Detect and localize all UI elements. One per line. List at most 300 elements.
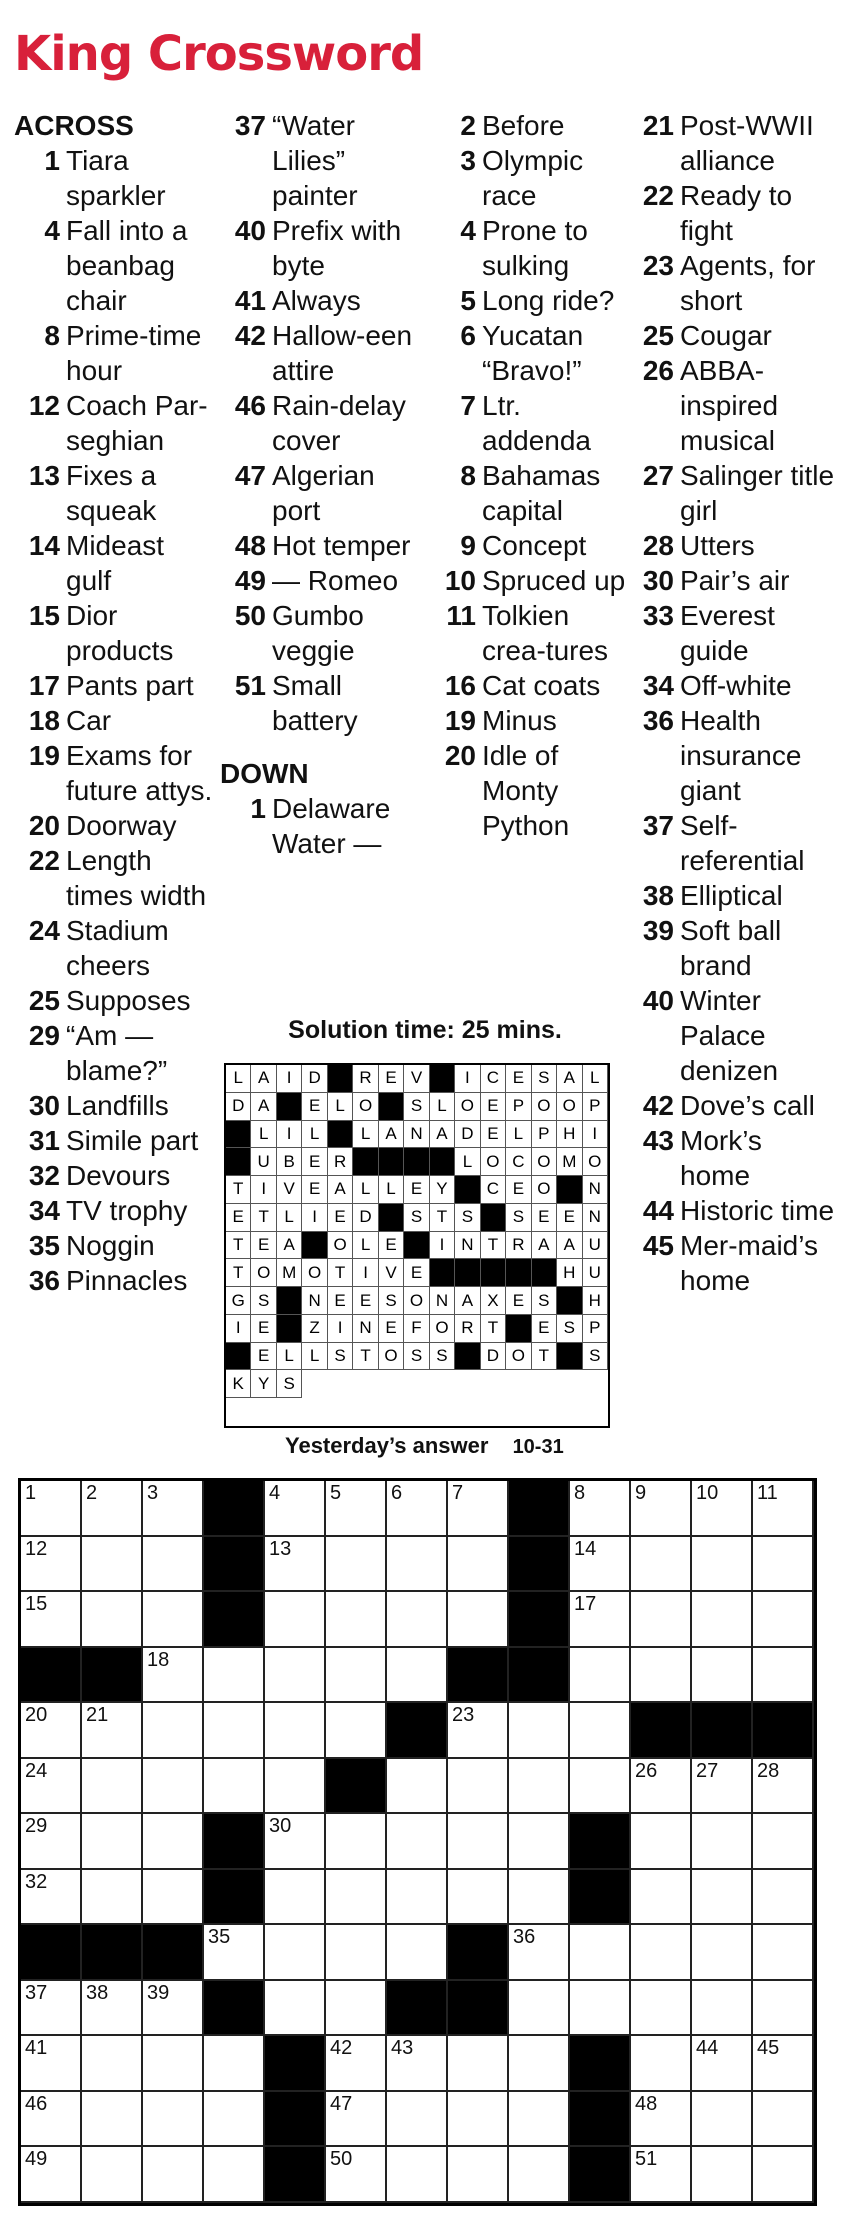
grid-cell[interactable] xyxy=(570,1759,631,1815)
grid-cell[interactable] xyxy=(631,1981,692,2037)
grid-cell[interactable] xyxy=(631,2092,692,2148)
clue-number: 20 xyxy=(444,740,476,771)
clue-item xyxy=(628,353,838,458)
grid-cell[interactable] xyxy=(692,1759,753,1815)
clue-item xyxy=(628,458,838,528)
clue-number: 25 xyxy=(642,320,674,351)
grid-cell[interactable] xyxy=(82,1981,143,2037)
grid-cell[interactable] xyxy=(21,1481,82,1537)
clue-text: Mer-maid’s home xyxy=(680,1230,818,1296)
solution-letter: E xyxy=(379,1065,404,1093)
grid-cell[interactable] xyxy=(509,1925,570,1981)
grid-cell[interactable] xyxy=(326,1925,387,1981)
solution-letter: S xyxy=(404,1093,429,1121)
clue-number: 34 xyxy=(642,670,674,701)
grid-cell[interactable] xyxy=(82,1814,143,1870)
solution-letter: A xyxy=(379,1121,404,1149)
grid-cell[interactable] xyxy=(143,1648,204,1704)
grid-cell[interactable] xyxy=(326,1814,387,1870)
solution-block xyxy=(430,1148,455,1176)
grid-cell[interactable] xyxy=(753,1759,814,1815)
grid-cell[interactable] xyxy=(448,2147,509,2203)
solution-letter: E xyxy=(404,1176,429,1204)
grid-cell[interactable] xyxy=(326,2092,387,2148)
solution-letter: L xyxy=(379,1176,404,1204)
clue-text: Before xyxy=(482,110,565,141)
clue-text: Landfills xyxy=(66,1090,169,1121)
grid-cell[interactable] xyxy=(753,2092,814,2148)
grid-cell[interactable] xyxy=(143,1537,204,1593)
clue-item xyxy=(14,913,214,983)
grid-cell-number: 39 xyxy=(147,1981,170,2004)
clue-number: 2 xyxy=(460,110,476,141)
solution-letter: V xyxy=(404,1065,429,1093)
grid-cell[interactable] xyxy=(21,2092,82,2148)
solution-letter: E xyxy=(557,1204,582,1232)
grid-cell[interactable] xyxy=(21,1759,82,1815)
solution-block xyxy=(226,1121,251,1149)
yesterday-answer-grid xyxy=(224,1063,610,1428)
grid-cell[interactable] xyxy=(570,1925,631,1981)
solution-block xyxy=(430,1259,455,1287)
solution-letter: S xyxy=(583,1343,608,1371)
grid-cell[interactable] xyxy=(265,1981,326,2037)
solution-letter: C xyxy=(506,1148,531,1176)
clue-text: Simile part xyxy=(66,1125,199,1156)
grid-cell[interactable] xyxy=(448,2092,509,2148)
solution-letter: E xyxy=(251,1315,276,1343)
grid-cell[interactable] xyxy=(21,1870,82,1926)
solution-letter: L xyxy=(226,1065,251,1093)
grid-cell[interactable] xyxy=(82,1870,143,1926)
solution-letter: A xyxy=(557,1065,582,1093)
clue-number: 27 xyxy=(642,460,674,491)
solution-block xyxy=(277,1287,302,1315)
clue-number: 35 xyxy=(28,1230,60,1261)
solution-letter: G xyxy=(226,1287,251,1315)
grid-cell[interactable] xyxy=(265,1703,326,1759)
clue-number: 11 xyxy=(446,600,476,631)
solution-letter: I xyxy=(455,1065,480,1093)
solution-letter: E xyxy=(506,1176,531,1204)
grid-cell[interactable] xyxy=(21,1703,82,1759)
grid-cell-number: 9 xyxy=(635,1482,647,1504)
grid-cell[interactable] xyxy=(692,1870,753,1926)
grid-cell[interactable] xyxy=(448,1481,509,1537)
clue-text: Off-white xyxy=(680,670,792,701)
grid-cell[interactable] xyxy=(509,1870,570,1926)
grid-cell[interactable] xyxy=(82,1592,143,1648)
grid-cell[interactable] xyxy=(448,2036,509,2092)
grid-cell[interactable] xyxy=(753,1814,814,1870)
grid-cell[interactable] xyxy=(326,2036,387,2092)
solution-letter: E xyxy=(302,1148,327,1176)
grid-cell[interactable] xyxy=(204,2147,265,2203)
clue-text: Pants part xyxy=(66,670,194,701)
grid-cell[interactable] xyxy=(631,1481,692,1537)
grid-cell[interactable] xyxy=(631,1870,692,1926)
clue-item xyxy=(628,528,838,563)
clue-number: 45 xyxy=(642,1230,674,1261)
grid-cell-number: 35 xyxy=(208,1926,231,1949)
clue-number: 28 xyxy=(642,530,674,561)
clue-text: Delaware Water — xyxy=(272,793,391,859)
clue-text: Tolkien crea-tures xyxy=(482,600,609,666)
clue-number: 33 xyxy=(642,600,674,631)
grid-cell[interactable] xyxy=(265,1537,326,1593)
grid-cell[interactable] xyxy=(82,1703,143,1759)
grid-cell[interactable] xyxy=(631,1648,692,1704)
grid-cell[interactable] xyxy=(753,1537,814,1593)
grid-cell[interactable] xyxy=(387,2092,448,2148)
grid-block xyxy=(204,1481,265,1537)
solution-letter: I xyxy=(430,1232,455,1260)
grid-cell[interactable] xyxy=(509,1759,570,1815)
solution-letter: T xyxy=(481,1315,506,1343)
grid-block xyxy=(387,1703,448,1759)
grid-cell-number: 42 xyxy=(330,2037,353,2060)
grid-cell[interactable] xyxy=(265,1870,326,1926)
grid-cell[interactable] xyxy=(326,1981,387,2037)
grid-cell[interactable] xyxy=(692,1925,753,1981)
clue-item xyxy=(14,1088,214,1123)
clue-number: 19 xyxy=(28,740,60,771)
grid-cell-number: 17 xyxy=(574,1593,597,1616)
clue-number: 34 xyxy=(28,1195,60,1226)
grid-cell[interactable] xyxy=(143,2147,204,2203)
grid-cell-number: 29 xyxy=(25,1815,48,1838)
grid-cell[interactable] xyxy=(631,1592,692,1648)
clue-column-3 xyxy=(430,108,630,843)
solution-letter: N xyxy=(430,1287,455,1315)
grid-cell[interactable] xyxy=(265,1481,326,1537)
grid-cell[interactable] xyxy=(143,1870,204,1926)
clue-number: 30 xyxy=(28,1090,60,1121)
grid-cell[interactable] xyxy=(692,1981,753,2037)
grid-cell[interactable] xyxy=(387,1481,448,1537)
grid-cell[interactable] xyxy=(753,1981,814,2037)
grid-cell[interactable] xyxy=(570,1981,631,2037)
grid-cell[interactable] xyxy=(570,1648,631,1704)
clue-text: “Am — blame?” xyxy=(66,1020,168,1086)
clue-item xyxy=(430,388,630,458)
clue-item xyxy=(220,108,420,213)
clue-number: 7 xyxy=(460,390,476,421)
grid-cell[interactable] xyxy=(265,1592,326,1648)
grid-cell[interactable] xyxy=(204,2036,265,2092)
clue-text: Cougar xyxy=(680,320,772,351)
solution-letter: S xyxy=(506,1204,531,1232)
solution-letter: E xyxy=(481,1121,506,1149)
grid-cell[interactable] xyxy=(387,1925,448,1981)
clue-text: Rain-delay cover xyxy=(272,390,406,456)
grid-cell[interactable] xyxy=(753,2036,814,2092)
grid-block xyxy=(204,1870,265,1926)
grid-cell[interactable] xyxy=(692,2036,753,2092)
grid-cell[interactable] xyxy=(631,2036,692,2092)
grid-cell[interactable] xyxy=(265,1648,326,1704)
clue-item xyxy=(628,1193,838,1228)
clue-item xyxy=(628,563,838,598)
clue-number: 4 xyxy=(44,215,60,246)
grid-cell[interactable] xyxy=(448,1759,509,1815)
clue-column-2 xyxy=(220,108,420,861)
grid-cell[interactable] xyxy=(387,1592,448,1648)
clue-number: 31 xyxy=(28,1125,60,1156)
clue-item xyxy=(220,563,420,598)
grid-cell[interactable] xyxy=(326,1537,387,1593)
solution-letter: U xyxy=(583,1259,608,1287)
clue-text: TV trophy xyxy=(66,1195,188,1226)
grid-cell[interactable] xyxy=(753,1648,814,1704)
clue-item xyxy=(628,598,838,668)
grid-cell[interactable] xyxy=(143,2036,204,2092)
grid-cell[interactable] xyxy=(143,1759,204,1815)
grid-cell[interactable] xyxy=(143,1814,204,1870)
solution-letter: S xyxy=(251,1287,276,1315)
clue-item xyxy=(220,668,420,738)
grid-cell[interactable] xyxy=(326,1648,387,1704)
clue-item xyxy=(14,738,214,808)
clue-text: Pair’s air xyxy=(680,565,790,596)
solution-letter: T xyxy=(251,1204,276,1232)
grid-block xyxy=(21,1925,82,1981)
clue-item xyxy=(628,248,838,318)
clue-number: 20 xyxy=(28,810,60,841)
clue-number: 30 xyxy=(642,565,674,596)
grid-cell[interactable] xyxy=(82,2036,143,2092)
solution-letter: L xyxy=(251,1121,276,1149)
grid-cell[interactable] xyxy=(631,1814,692,1870)
grid-cell[interactable] xyxy=(509,2092,570,2148)
grid-cell[interactable] xyxy=(692,1592,753,1648)
clue-item xyxy=(628,1228,838,1298)
grid-cell[interactable] xyxy=(692,1648,753,1704)
solution-letter: E xyxy=(506,1287,531,1315)
grid-block xyxy=(204,1814,265,1870)
grid-cell[interactable] xyxy=(387,1537,448,1593)
grid-cell[interactable] xyxy=(692,2147,753,2203)
solution-letter: Z xyxy=(302,1315,327,1343)
grid-cell[interactable] xyxy=(82,1537,143,1593)
grid-cell[interactable] xyxy=(21,1592,82,1648)
solution-block xyxy=(277,1093,302,1121)
grid-cell[interactable] xyxy=(509,1703,570,1759)
clue-item xyxy=(14,983,214,1018)
clue-item xyxy=(430,563,630,598)
clue-text: Mork’s home xyxy=(680,1125,762,1191)
grid-block xyxy=(448,1925,509,1981)
clue-number: 18 xyxy=(28,705,60,736)
solution-letter: L xyxy=(455,1148,480,1176)
grid-cell[interactable] xyxy=(143,1592,204,1648)
solution-letter: E xyxy=(328,1287,353,1315)
grid-block xyxy=(570,2092,631,2148)
grid-cell-number: 21 xyxy=(86,1704,109,1727)
grid-cell[interactable] xyxy=(570,1592,631,1648)
grid-cell[interactable] xyxy=(326,2147,387,2203)
grid-cell[interactable] xyxy=(143,1981,204,2037)
grid-cell[interactable] xyxy=(326,1703,387,1759)
grid-cell[interactable] xyxy=(570,1481,631,1537)
clue-text: Algerian port xyxy=(272,460,375,526)
clue-number: 37 xyxy=(642,810,674,841)
solution-block xyxy=(404,1148,429,1176)
grid-cell[interactable] xyxy=(265,1925,326,1981)
solution-letter: H xyxy=(557,1259,582,1287)
grid-cell[interactable] xyxy=(753,1925,814,1981)
solution-letter: T xyxy=(430,1204,455,1232)
grid-cell[interactable] xyxy=(509,1814,570,1870)
grid-cell[interactable] xyxy=(143,1481,204,1537)
grid-cell[interactable] xyxy=(143,1703,204,1759)
grid-cell[interactable] xyxy=(387,2036,448,2092)
grid-cell[interactable] xyxy=(204,1703,265,1759)
solution-block xyxy=(226,1343,251,1371)
solution-block xyxy=(455,1176,480,1204)
clue-number: 22 xyxy=(28,845,60,876)
clue-number: 6 xyxy=(460,320,476,351)
solution-letter: O xyxy=(532,1176,557,1204)
clue-number: 46 xyxy=(234,390,266,421)
grid-block xyxy=(265,2092,326,2148)
clue-text: Supposes xyxy=(66,985,191,1016)
clue-text: Winter Palace denizen xyxy=(680,985,779,1086)
grid-cell[interactable] xyxy=(448,1870,509,1926)
solution-letter: R xyxy=(455,1315,480,1343)
grid-cell[interactable] xyxy=(631,1537,692,1593)
solution-letter: L xyxy=(353,1121,378,1149)
grid-cell[interactable] xyxy=(204,2092,265,2148)
solution-letter: E xyxy=(506,1065,531,1093)
solution-letter: L xyxy=(353,1176,378,1204)
clue-item xyxy=(628,1088,838,1123)
grid-cell[interactable] xyxy=(448,1703,509,1759)
solution-block xyxy=(379,1093,404,1121)
grid-cell[interactable] xyxy=(753,1592,814,1648)
clue-number: 5 xyxy=(460,285,476,316)
grid-cell[interactable] xyxy=(570,1703,631,1759)
grid-cell[interactable] xyxy=(82,2147,143,2203)
clue-number: 14 xyxy=(28,530,60,561)
solution-letter: T xyxy=(226,1232,251,1260)
solution-letter: O xyxy=(583,1148,608,1176)
grid-cell[interactable] xyxy=(753,1870,814,1926)
grid-cell[interactable] xyxy=(82,1759,143,1815)
clue-text: Car xyxy=(66,705,112,736)
clue-text: Coach Par-seghian xyxy=(66,390,208,456)
grid-cell[interactable] xyxy=(21,2147,82,2203)
grid-block xyxy=(326,1759,387,1815)
grid-cell[interactable] xyxy=(265,1759,326,1815)
solution-letter: R xyxy=(353,1065,378,1093)
grid-cell[interactable] xyxy=(387,2147,448,2203)
solution-letter: E xyxy=(532,1204,557,1232)
grid-cell[interactable] xyxy=(631,2147,692,2203)
clue-text: Long ride? xyxy=(482,285,615,316)
grid-cell[interactable] xyxy=(387,1648,448,1704)
clue-item xyxy=(628,703,838,808)
grid-cell[interactable] xyxy=(692,1814,753,1870)
grid-cell[interactable] xyxy=(631,1759,692,1815)
grid-cell[interactable] xyxy=(21,1814,82,1870)
grid-cell[interactable] xyxy=(21,2036,82,2092)
grid-cell[interactable] xyxy=(570,1537,631,1593)
grid-cell[interactable] xyxy=(21,1981,82,2037)
grid-cell[interactable] xyxy=(509,2036,570,2092)
clue-item xyxy=(430,108,630,143)
grid-cell[interactable] xyxy=(265,1814,326,1870)
solution-letter: V xyxy=(277,1176,302,1204)
solution-letter: B xyxy=(277,1148,302,1176)
grid-cell[interactable] xyxy=(448,1592,509,1648)
grid-cell[interactable] xyxy=(753,2147,814,2203)
grid-cell[interactable] xyxy=(387,1870,448,1926)
clue-number: 41 xyxy=(234,285,266,316)
solution-letter: L xyxy=(328,1093,353,1121)
grid-cell[interactable] xyxy=(387,1814,448,1870)
grid-cell[interactable] xyxy=(509,1981,570,2037)
clue-number: 37 xyxy=(234,110,266,141)
grid-cell[interactable] xyxy=(448,1537,509,1593)
grid-cell[interactable] xyxy=(692,2092,753,2148)
grid-cell[interactable] xyxy=(509,2147,570,2203)
clue-text: Minus xyxy=(482,705,557,736)
clue-number: 36 xyxy=(642,705,674,736)
solution-letter: P xyxy=(583,1093,608,1121)
grid-cell-number: 26 xyxy=(635,1759,658,1782)
grid-cell[interactable] xyxy=(631,1925,692,1981)
grid-cell[interactable] xyxy=(692,1537,753,1593)
solution-letter: O xyxy=(328,1232,353,1260)
grid-cell[interactable] xyxy=(692,1481,753,1537)
grid-cell[interactable] xyxy=(21,1537,82,1593)
clue-number: 16 xyxy=(444,670,476,701)
grid-cell[interactable] xyxy=(753,1481,814,1537)
clue-text: Self-referential xyxy=(680,810,805,876)
grid-cell[interactable] xyxy=(326,1592,387,1648)
grid-cell[interactable] xyxy=(387,1759,448,1815)
grid-cell[interactable] xyxy=(326,1870,387,1926)
clue-item xyxy=(14,388,214,458)
clue-number: 19 xyxy=(444,705,476,736)
clue-number: 40 xyxy=(642,985,674,1016)
yesterday-caption xyxy=(285,1433,564,1459)
grid-cell[interactable] xyxy=(326,1481,387,1537)
grid-cell-number: 48 xyxy=(635,2092,658,2115)
grid-cell[interactable] xyxy=(204,1925,265,1981)
solution-block xyxy=(557,1343,582,1371)
grid-cell-number: 12 xyxy=(25,1537,48,1560)
down-heading: DOWN xyxy=(220,758,309,789)
solution-letter: O xyxy=(557,1093,582,1121)
grid-cell[interactable] xyxy=(143,2092,204,2148)
clue-item xyxy=(430,283,630,318)
grid-cell[interactable] xyxy=(204,1648,265,1704)
grid-cell-number: 46 xyxy=(25,2092,48,2115)
solution-letter: L xyxy=(302,1343,327,1371)
grid-block xyxy=(570,2147,631,2203)
clue-text: Olympic race xyxy=(482,145,584,211)
grid-cell[interactable] xyxy=(82,1481,143,1537)
grid-cell[interactable] xyxy=(204,1759,265,1815)
clue-number: 13 xyxy=(28,460,60,491)
solution-letter: T xyxy=(226,1259,251,1287)
grid-cell[interactable] xyxy=(82,2092,143,2148)
clue-text: Cat coats xyxy=(482,670,601,701)
grid-cell[interactable] xyxy=(448,1814,509,1870)
clue-number: 40 xyxy=(234,215,266,246)
